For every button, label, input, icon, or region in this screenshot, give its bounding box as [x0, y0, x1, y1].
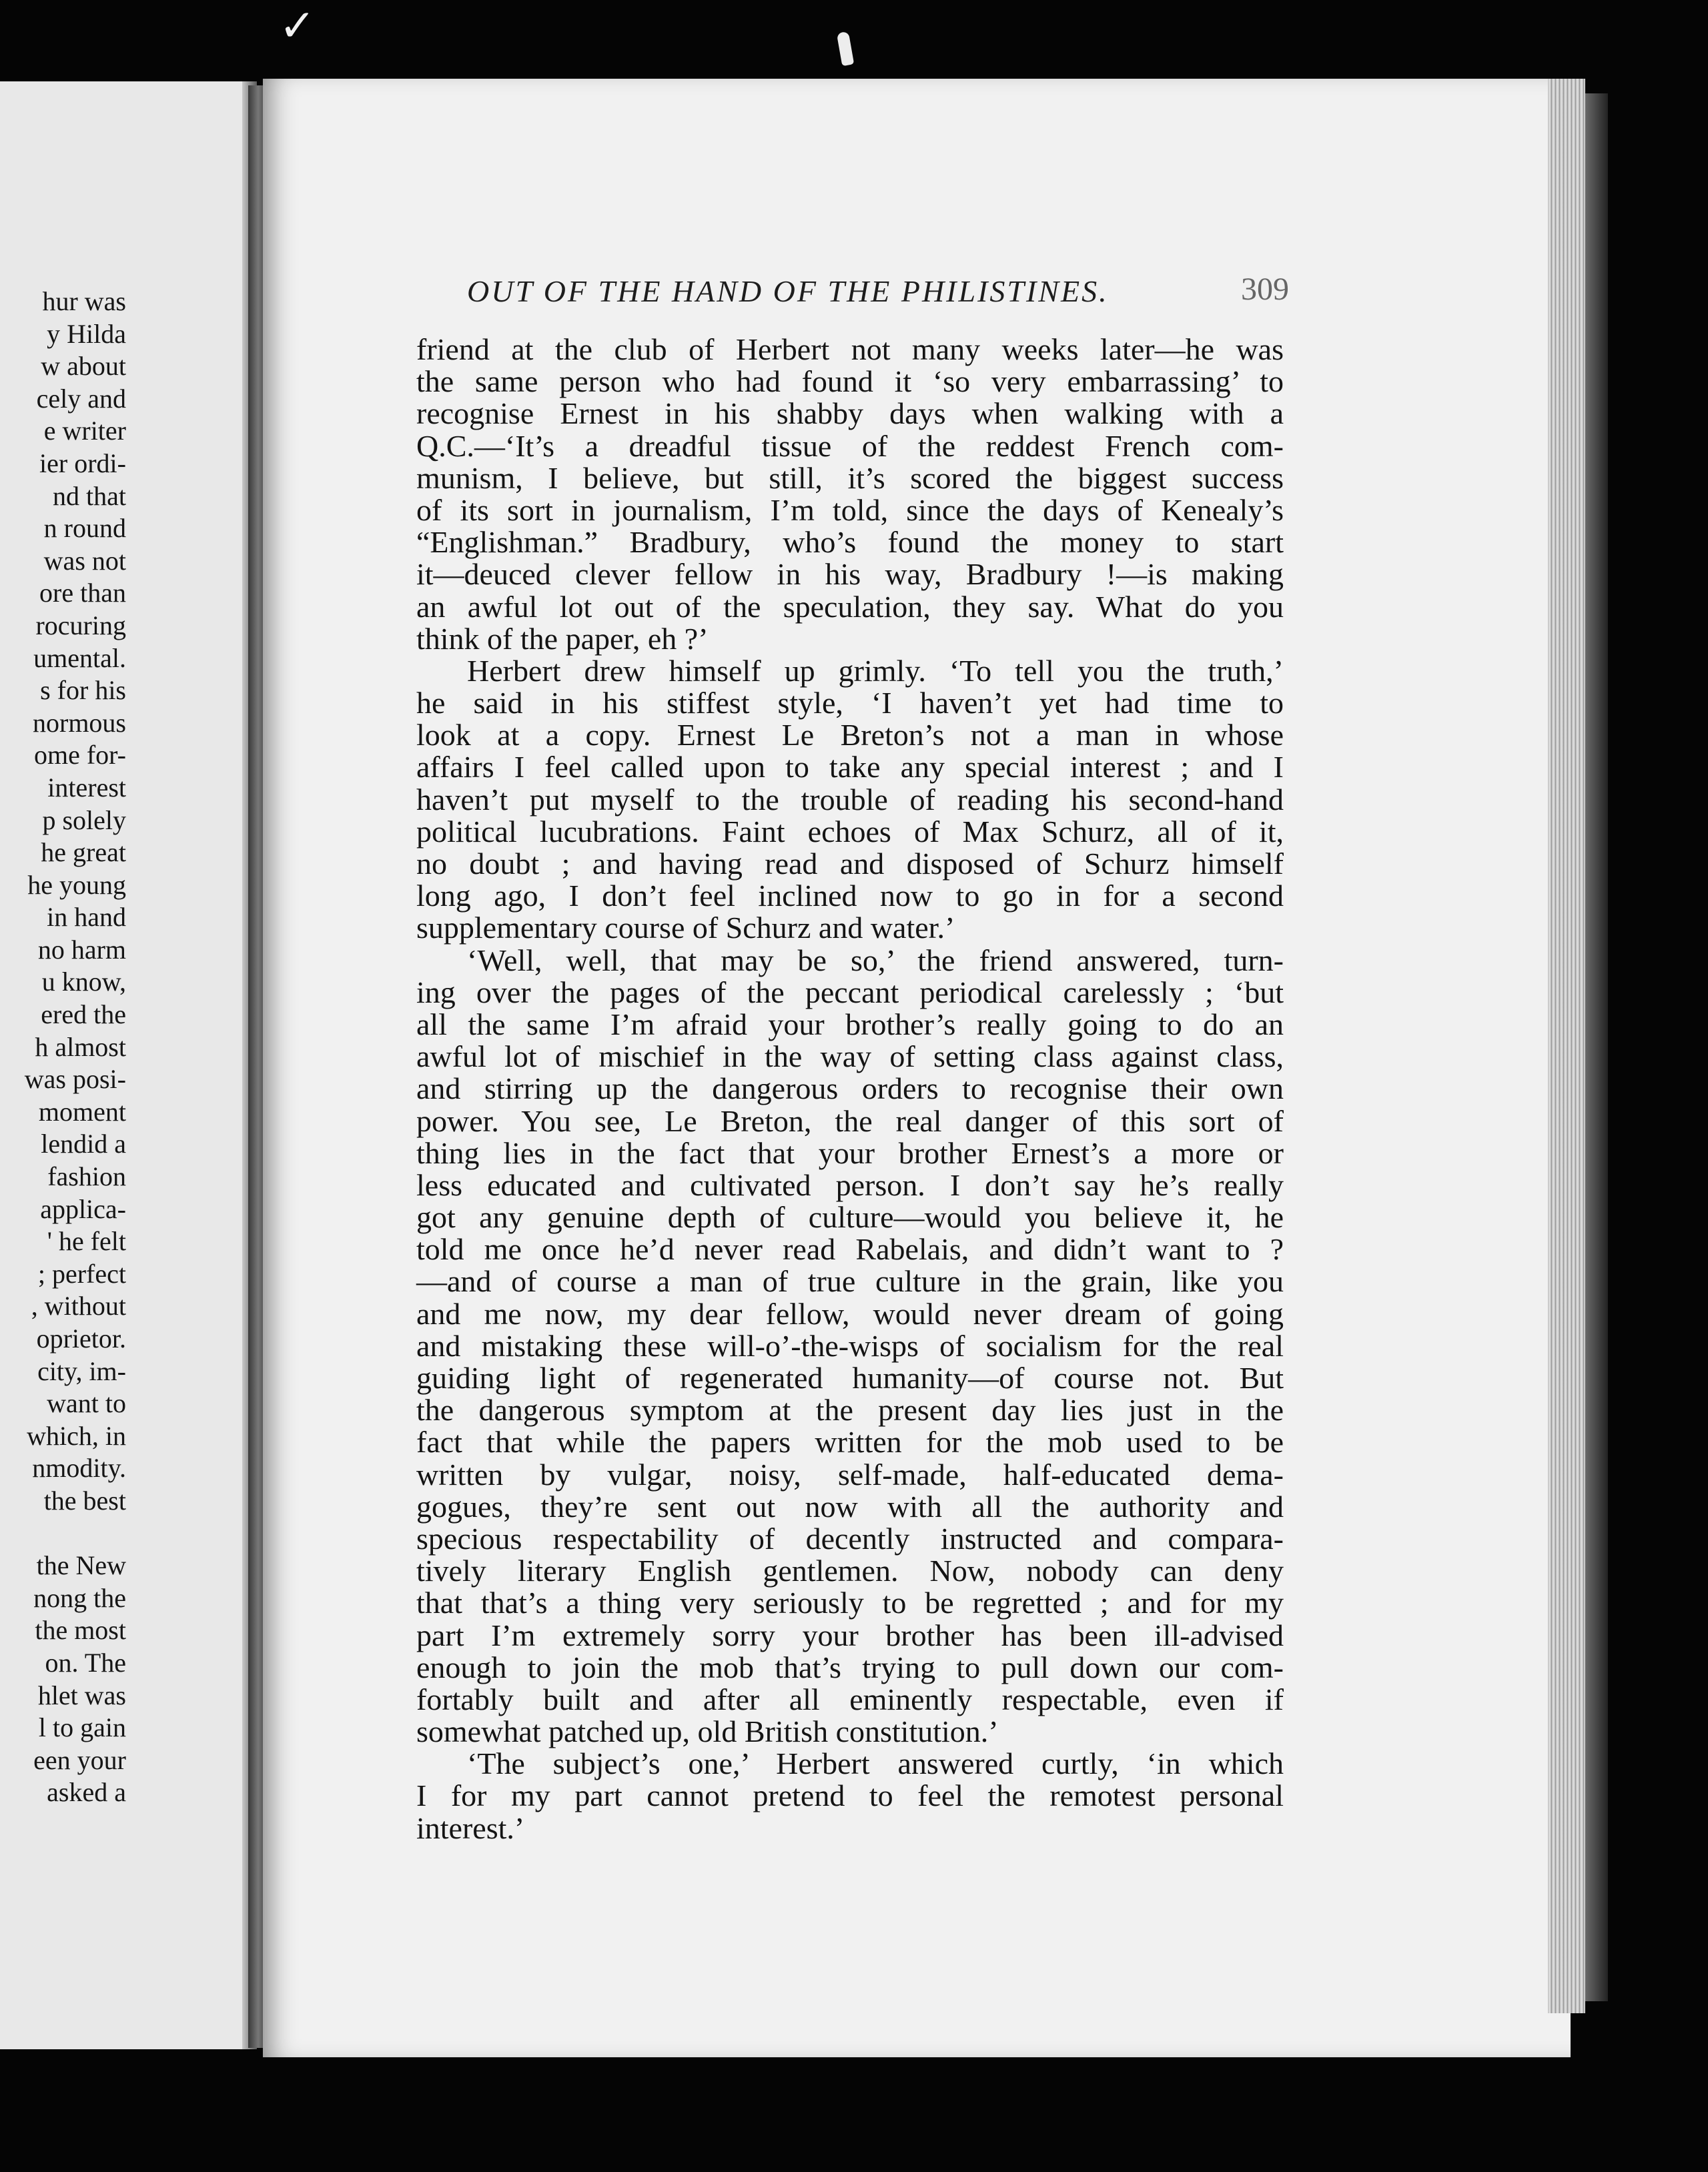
- left-page-line: nong the: [33, 1582, 126, 1613]
- body-text-line: I for my part cannot pretend to feel the remotest personal: [416, 1778, 1284, 1813]
- body-text-line: —and of course a man of true culture in the grain, like you: [416, 1264, 1284, 1299]
- body-text-line: the dangerous symptom at the present day lies just in the: [416, 1393, 1284, 1428]
- body-text-line: ‘Well, well, that may be so,’ the friend answered, turn-: [467, 943, 1284, 977]
- body-text-line: of its sort in journalism, I’m told, since the days of Kenealy’s: [416, 492, 1284, 527]
- left-page-line: no harm: [37, 934, 126, 965]
- left-page-line: asked a: [47, 1777, 126, 1808]
- left-page-line: n round: [43, 513, 126, 544]
- body-text-line: gogues, they’re sent out now with all the authority and: [416, 1489, 1284, 1524]
- body-text-line: fortably built and after all eminently respectable, even if: [416, 1682, 1284, 1716]
- left-page-line: rocuring: [35, 610, 126, 640]
- body-text-line: all the same I’m afraid your brother’s really going to do an: [416, 1007, 1284, 1041]
- body-text-line: tively literary English gentlemen. Now, nobody can deny: [416, 1554, 1284, 1588]
- body-text-line: ing over the pages of the peccant periodical carelessly ; ‘but: [416, 975, 1284, 1009]
- left-page-line: , without: [31, 1291, 126, 1321]
- page-edges: [1548, 79, 1585, 2013]
- body-text-line: less educated and cultivated person. I don’t say he’s really: [416, 1167, 1284, 1202]
- body-text-line: ‘The subject’s one,’ Herbert answered curtly, ‘in which: [467, 1746, 1284, 1781]
- left-page-line: cely and: [36, 383, 126, 414]
- left-page-line: the New: [36, 1550, 126, 1581]
- body-text-line: power. You see, Le Breton, the real danger of this sort of: [416, 1103, 1284, 1138]
- body-text-line: thing lies in the fact that your brother Ernest’s a more or: [416, 1135, 1284, 1170]
- body-text-line: and stirring up the dangerous orders to recognise their own: [416, 1071, 1284, 1106]
- body-text-line: look at a copy. Ernest Le Breton’s not a man in whose: [416, 718, 1284, 752]
- left-page: [0, 81, 257, 2049]
- left-page-line: umental.: [33, 642, 126, 673]
- left-page-text-fragments: [0, 286, 126, 1809]
- left-page-line: he young: [27, 869, 126, 900]
- body-text-line: haven’t put myself to the trouble of reading his second-hand: [416, 782, 1284, 817]
- body-text-line: specious respectability of decently instructed and compara-: [416, 1521, 1284, 1556]
- left-page-line: normous: [33, 707, 126, 738]
- left-page-line: s for his: [40, 675, 126, 706]
- left-page-line: fashion: [47, 1161, 126, 1192]
- left-page-line: moment: [38, 1096, 126, 1127]
- left-page-line: he great: [41, 837, 126, 868]
- body-text-line: and me now, my dear fellow, would never dream of going: [416, 1296, 1284, 1331]
- body-text-line: enough to join the mob that’s trying to pull down our com-: [416, 1650, 1284, 1684]
- body-text: [416, 334, 1284, 1844]
- left-page-line: ome for-: [33, 740, 126, 770]
- body-text-line: that that’s a thing very seriously to be regretted ; and for my: [416, 1586, 1284, 1620]
- body-text-line: guiding light of regenerated humanity—of course not. But: [416, 1361, 1284, 1395]
- body-text-line: part I’m extremely sorry your brother has been ill-advised: [416, 1618, 1284, 1652]
- body-text-line: Herbert drew himself up grimly. ‘To tell you the truth,’: [467, 653, 1284, 688]
- scan-blot-mark: [837, 31, 854, 66]
- left-page-line: the best: [43, 1485, 126, 1516]
- body-text-line: got any genuine depth of culture—would you believe it, he: [416, 1200, 1284, 1235]
- page-edges-shadow: [1585, 93, 1608, 2001]
- left-page-line: [0, 1518, 126, 1550]
- left-page-line: een your: [33, 1744, 126, 1775]
- body-text-line: fact that while the papers written for the mob used to be: [416, 1425, 1284, 1460]
- body-text-line: munism, I believe, but still, it’s scored the biggest success: [416, 460, 1284, 495]
- left-page-line: oprietor.: [36, 1323, 126, 1353]
- body-text-line: awful lot of mischief in the way of setting class against class,: [416, 1039, 1284, 1074]
- scan-check-mark: ✓: [279, 0, 316, 51]
- left-page-line: h almost: [35, 1031, 126, 1062]
- body-text-line: political lucubrations. Faint echoes of Max Schurz, all of it,: [416, 814, 1284, 849]
- left-page-line: w about: [41, 351, 126, 382]
- body-text-line: think of the paper, eh ?’: [416, 621, 709, 656]
- body-text-line: he said in his stiffest style, ‘I haven’t yet had time to: [416, 686, 1284, 720]
- body-text-line: “Englishman.” Bradbury, who’s found the money to start: [416, 525, 1284, 560]
- body-text-line: Q.C.—‘It’s a dreadful tissue of the reddest French com-: [416, 428, 1284, 463]
- left-page-line: interest: [47, 772, 126, 802]
- left-page-line: u know,: [41, 967, 126, 997]
- body-text-line: affairs I feel called upon to take any special interest ; and I: [416, 750, 1284, 784]
- left-page-line: city, im-: [37, 1355, 126, 1386]
- left-page-line: l to gain: [38, 1712, 126, 1743]
- left-page-line: ore than: [39, 578, 126, 608]
- left-page-line: the most: [35, 1615, 126, 1646]
- left-page-line: ered the: [41, 999, 126, 1030]
- left-page-line: lendid a: [41, 1129, 126, 1159]
- left-page-line: which, in: [27, 1420, 126, 1451]
- body-text-line: written by vulgar, noisy, self-made, half-educated dema-: [416, 1457, 1284, 1492]
- body-text-line: it—deuced clever fellow in his way, Bradbury !—is making: [416, 557, 1284, 592]
- left-page-line: y Hilda: [47, 318, 126, 349]
- left-page-line: hlet was: [37, 1680, 126, 1710]
- body-text-line: and mistaking these will-o’-the-wisps of socialism for the real: [416, 1328, 1284, 1363]
- running-head: [467, 274, 1301, 309]
- left-page-line: p solely: [42, 804, 126, 835]
- left-page-line: ' he felt: [47, 1226, 126, 1257]
- left-page-line: was not: [43, 545, 126, 576]
- left-page-line: applica-: [40, 1193, 126, 1224]
- running-head-title: OUT OF THE HAND OF THE PHILISTINES.: [467, 274, 1109, 308]
- body-text-line: interest.’: [416, 1810, 525, 1845]
- left-page-line: on. The: [45, 1647, 126, 1678]
- body-text-line: long ago, I don’t feel inclined now to go in for a second: [416, 879, 1284, 913]
- body-text-line: recognise Ernest in his shabby days when walking with a: [416, 396, 1284, 431]
- left-page-line: nmodity.: [32, 1453, 126, 1484]
- left-page-line: ; perfect: [37, 1258, 126, 1289]
- body-text-line: somewhat patched up, old British constitution.’: [416, 1714, 999, 1749]
- left-page-line: was posi-: [24, 1064, 126, 1095]
- body-text-line: supplementary course of Schurz and water.’: [416, 911, 955, 945]
- left-page-line: nd that: [53, 480, 126, 511]
- body-text-line: no doubt ; and having read and disposed of Schurz himself: [416, 847, 1284, 881]
- left-page-line: ier ordi-: [39, 448, 126, 478]
- left-page-line: e writer: [43, 416, 126, 446]
- body-text-line: told me once he’d never read Rabelais, and didn’t want to ?: [416, 1232, 1284, 1267]
- body-text-line: an awful lot out of the speculation, they say. What do you: [416, 589, 1284, 624]
- body-text-line: friend at the club of Herbert not many weeks later—he was: [416, 332, 1284, 366]
- left-page-line: want to: [47, 1388, 126, 1419]
- left-page-line: hur was: [42, 286, 126, 316]
- page-number: 309: [1241, 272, 1289, 307]
- left-page-line: in hand: [47, 902, 126, 933]
- body-text-line: the same person who had found it ‘so very embarrassing’ to: [416, 364, 1284, 399]
